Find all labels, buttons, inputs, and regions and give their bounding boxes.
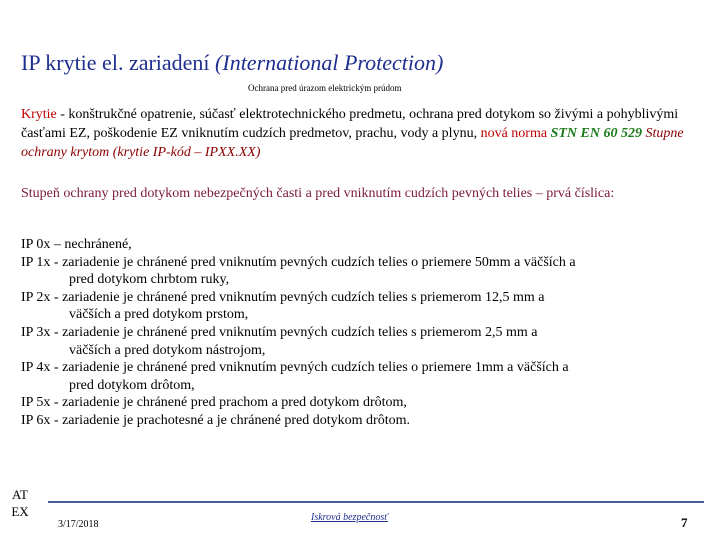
- definition-term: Krytie: [21, 107, 57, 122]
- list-item: IP 3x - zariadenie je chránené pred vniknutím pevných cudzích telies s priemerom 2,5 mm a: [21, 324, 538, 340]
- list-item: IP 1x - zariadenie je chránené pred vniknutím pevných cudzích telies o priemere 50mm a väčších a: [21, 254, 576, 270]
- list-item-continuation: pred dotykom chrbtom ruky,: [69, 272, 230, 288]
- corner-logo-line1: AT: [12, 487, 28, 502]
- page-number: 7: [681, 515, 688, 530]
- definition-text: - konštrukčné opatrenie, súčasť elektrotechnického predmetu, ochrana pred dotykom so živými a pohyblivými časťami EZ, poškodenie EZ vniknutím cudzích predmetov, prachu, vody a plynu,: [21, 107, 679, 141]
- list-item-continuation: pred dotykom drôtom,: [69, 377, 195, 393]
- first-digit-heading: Stupeň ochrany pred dotykom nebezpečných časti a pred vniknutím cudzích pevných telies – prvá číslica:: [21, 186, 615, 201]
- list-item: IP 6x - zariadenie je prachotesné a je chránené pred dotykom drôtom.: [21, 412, 410, 428]
- definition-paragraph: [21, 105, 701, 162]
- slide-subtitle: Ochrana pred úrazom elektrickým prúdom: [248, 83, 402, 93]
- corner-logo-line2: EX: [11, 504, 29, 519]
- footer-title: Iskrová bezpečnosť: [311, 512, 388, 523]
- list-item: IP 2x - zariadenie je chránené pred vniknutím pevných cudzích telies s priemerom 12,5 mm a: [21, 289, 545, 305]
- list-item-continuation: väčších a pred dotykom prstom,: [69, 307, 249, 323]
- footer-divider: [48, 501, 704, 503]
- list-item: IP 0x – nechránené,: [21, 237, 132, 252]
- title-italic: (International Protection): [215, 50, 444, 75]
- norm-label: nová norma: [480, 126, 548, 141]
- corner-logo: [6, 486, 34, 520]
- list-item: IP 5x - zariadenie je chránené pred prachom a pred dotykom drôtom,: [21, 395, 407, 411]
- norm-code: STN EN 60 529: [550, 126, 642, 141]
- title-main: IP krytie el. zariadení: [21, 50, 210, 75]
- list-item: IP 4x - zariadenie je chránené pred vniknutím pevných cudzích telies o priemere 1mm a väčších a: [21, 360, 569, 376]
- norm-title: Stupne ochrany krytom (krytie IP-kód – IPXX.XX): [21, 126, 684, 160]
- list-item-continuation: väčších a pred dotykom nástrojom,: [69, 342, 266, 358]
- slide-title: [21, 50, 443, 76]
- ip-levels-list: [21, 236, 701, 430]
- footer-date: 3/17/2018: [58, 519, 99, 530]
